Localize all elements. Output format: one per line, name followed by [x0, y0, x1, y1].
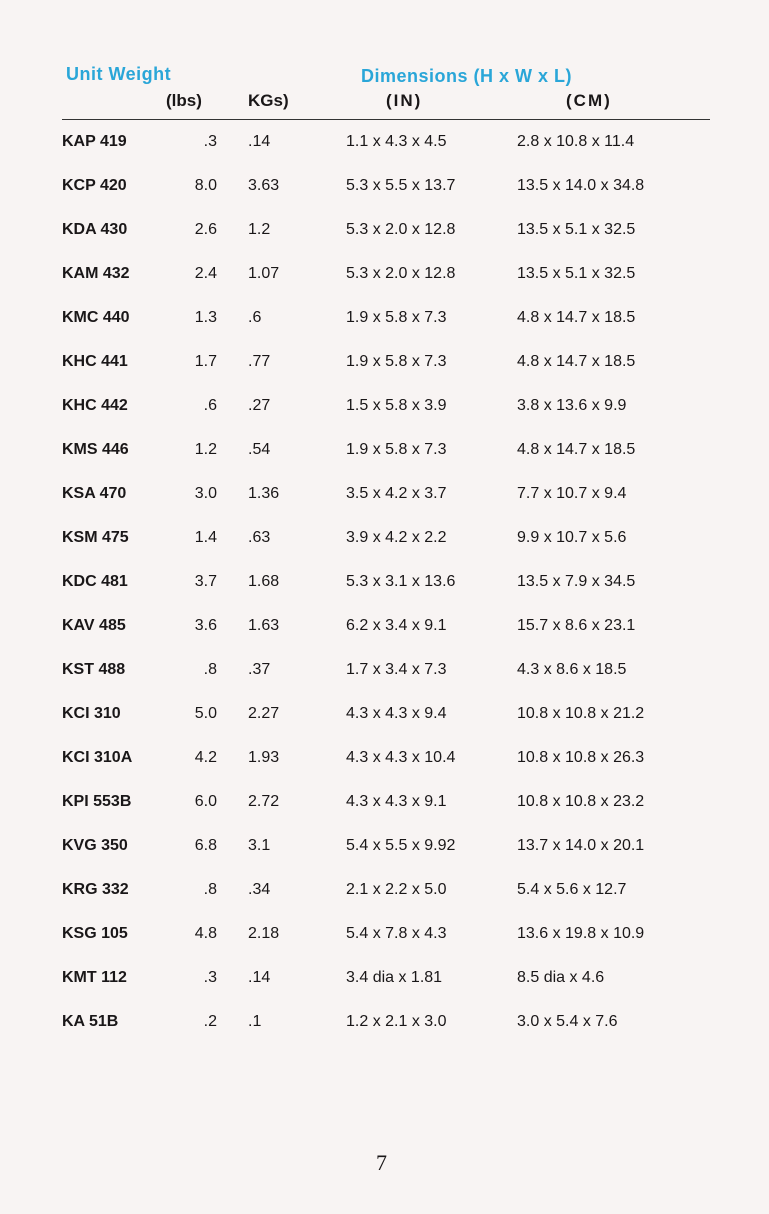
inches-cell: 5.3 x 2.0 x 12.8 [346, 221, 456, 238]
kg-cell: .14 [248, 969, 271, 986]
inches-cell: 1.9 x 5.8 x 7.3 [346, 353, 447, 370]
cm-cell: 4.8 x 14.7 x 18.5 [517, 353, 636, 370]
model-cell: KSA 470 [62, 485, 127, 502]
lbs-cell: 1.3 [194, 309, 217, 326]
table-row [0, 397, 769, 441]
cm-cell: 15.7 x 8.6 x 23.1 [517, 617, 636, 634]
kg-cell: .37 [248, 661, 271, 678]
table-row [0, 881, 769, 925]
inches-cell: 5.4 x 5.5 x 9.92 [346, 837, 456, 854]
model-cell: KCP 420 [62, 177, 127, 194]
kg-cell: .27 [248, 397, 271, 414]
lbs-cell: 4.2 [194, 749, 217, 766]
table-row [0, 221, 769, 265]
model-cell: KDC 481 [62, 573, 128, 590]
table-row [0, 969, 769, 1013]
lbs-cell: .3 [203, 969, 217, 986]
kg-cell: .63 [248, 529, 271, 546]
lbs-cell: 1.4 [194, 529, 217, 546]
inches-cell: 4.3 x 4.3 x 10.4 [346, 749, 456, 766]
inches-cell: 3.9 x 4.2 x 2.2 [346, 529, 447, 546]
table-row [0, 837, 769, 881]
cm-cell: 4.8 x 14.7 x 18.5 [517, 309, 636, 326]
table-row [0, 1013, 769, 1057]
table-row [0, 353, 769, 397]
lbs-cell: 1.2 [194, 441, 217, 458]
kg-cell: 3.1 [248, 837, 271, 854]
cm-cell: 13.5 x 14.0 x 34.8 [517, 177, 645, 194]
cm-cell: 7.7 x 10.7 x 9.4 [517, 485, 627, 502]
table-row [0, 441, 769, 485]
inches-cell: 2.1 x 2.2 x 5.0 [346, 881, 447, 898]
kg-cell: .6 [248, 309, 262, 326]
kg-cell: 3.63 [248, 177, 280, 194]
model-cell: KDA 430 [62, 221, 128, 238]
kg-cell: 2.72 [248, 793, 280, 810]
cm-cell: 9.9 x 10.7 x 5.6 [517, 529, 627, 546]
model-cell: KAM 432 [62, 265, 130, 282]
cm-cell: 10.8 x 10.8 x 26.3 [517, 749, 645, 766]
inches-cell: 6.2 x 3.4 x 9.1 [346, 617, 447, 634]
cm-cell: 3.0 x 5.4 x 7.6 [517, 1013, 618, 1030]
kg-cell: .77 [248, 353, 271, 370]
model-cell: KSM 475 [62, 529, 129, 546]
model-cell: KSG 105 [62, 925, 128, 942]
lbs-cell: .3 [203, 133, 217, 150]
table-row [0, 925, 769, 969]
spec-table [0, 133, 769, 1057]
inches-cell: 1.9 x 5.8 x 7.3 [346, 309, 447, 326]
table-row [0, 177, 769, 221]
model-cell: KPI 553B [62, 793, 132, 810]
model-cell: KRG 332 [62, 881, 129, 898]
cm-cell: 13.6 x 19.8 x 10.9 [517, 925, 645, 942]
table-row [0, 661, 769, 705]
lbs-cell: .8 [203, 661, 217, 678]
cm-cell: 3.8 x 13.6 x 9.9 [517, 397, 627, 414]
table-row [0, 573, 769, 617]
lbs-cell: 2.4 [194, 265, 217, 282]
kg-cell: 1.68 [248, 573, 280, 590]
inches-cell: 3.5 x 4.2 x 3.7 [346, 485, 447, 502]
lbs-cell: 3.6 [194, 617, 217, 634]
model-cell: KAV 485 [62, 617, 126, 634]
cm-cell: 10.8 x 10.8 x 21.2 [517, 705, 645, 722]
inches-cell: 1.2 x 2.1 x 3.0 [346, 1013, 447, 1030]
cm-cell: 13.5 x 5.1 x 32.5 [517, 265, 636, 282]
unit-weight-heading: Unit Weight [66, 64, 172, 84]
kg-cell: .14 [248, 133, 271, 150]
cm-cell: 5.4 x 5.6 x 12.7 [517, 881, 627, 898]
kg-cell: 1.2 [248, 221, 271, 238]
inches-cell: 3.4 dia x 1.81 [346, 969, 443, 986]
lbs-cell: .2 [203, 1013, 217, 1030]
inches-cell: 4.3 x 4.3 x 9.1 [346, 793, 447, 810]
model-cell: KVG 350 [62, 837, 128, 854]
inches-cell: 5.3 x 2.0 x 12.8 [346, 265, 456, 282]
lbs-cell: 3.7 [194, 573, 217, 590]
table-row [0, 133, 769, 177]
model-cell: KMC 440 [62, 309, 130, 326]
cm-cell: 13.5 x 7.9 x 34.5 [517, 573, 636, 590]
lbs-cell: 1.7 [194, 353, 217, 370]
kg-cell: 2.27 [248, 705, 280, 722]
model-cell: KA 51B [62, 1013, 119, 1030]
model-cell: KCI 310A [62, 749, 133, 766]
inches-cell: 1.7 x 3.4 x 7.3 [346, 661, 447, 678]
table-row [0, 529, 769, 573]
lbs-cell: 5.0 [194, 705, 217, 722]
kg-cell: 1.07 [248, 265, 280, 282]
table-row [0, 485, 769, 529]
kg-cell: .34 [248, 881, 271, 898]
inches-cell: 5.3 x 3.1 x 13.6 [346, 573, 456, 590]
table-row [0, 749, 769, 793]
kg-cell: 1.63 [248, 617, 280, 634]
model-cell: KST 488 [62, 661, 126, 678]
kg-cell: 1.93 [248, 749, 280, 766]
cm-column-heading: (CM) [566, 91, 612, 110]
lbs-cell: 6.8 [194, 837, 217, 854]
inches-cell: 1.1 x 4.3 x 4.5 [346, 133, 447, 150]
kgs-column-heading: KGs) [248, 91, 289, 110]
lbs-cell: 4.8 [194, 925, 217, 942]
lbs-cell: .8 [203, 881, 217, 898]
table-row [0, 309, 769, 353]
table-row [0, 705, 769, 749]
inches-column-heading: (IN) [386, 91, 423, 110]
inches-cell: 1.5 x 5.8 x 3.9 [346, 397, 447, 414]
table-row [0, 265, 769, 309]
header-divider [62, 119, 710, 120]
cm-cell: 13.5 x 5.1 x 32.5 [517, 221, 636, 238]
cm-cell: 2.8 x 10.8 x 11.4 [517, 133, 635, 150]
cm-cell: 8.5 dia x 4.6 [517, 969, 605, 986]
lbs-cell: 2.6 [194, 221, 217, 238]
lbs-cell: 3.0 [194, 485, 217, 502]
model-cell: KHC 441 [62, 353, 128, 370]
kg-cell: .1 [248, 1013, 262, 1030]
cm-cell: 10.8 x 10.8 x 23.2 [517, 793, 645, 810]
inches-cell: 5.3 x 5.5 x 13.7 [346, 177, 456, 194]
inches-cell: 5.4 x 7.8 x 4.3 [346, 925, 447, 942]
cm-cell: 13.7 x 14.0 x 20.1 [517, 837, 645, 854]
lbs-cell: 8.0 [194, 177, 217, 194]
page-number: 7 [376, 1150, 387, 1175]
cm-cell: 4.8 x 14.7 x 18.5 [517, 441, 636, 458]
table-row [0, 617, 769, 661]
model-cell: KMS 446 [62, 441, 129, 458]
model-cell: KHC 442 [62, 397, 128, 414]
inches-cell: 1.9 x 5.8 x 7.3 [346, 441, 447, 458]
inches-cell: 4.3 x 4.3 x 9.4 [346, 705, 447, 722]
model-cell: KAP 419 [62, 133, 127, 150]
kg-cell: 1.36 [248, 485, 280, 502]
kg-cell: .54 [248, 441, 271, 458]
lbs-cell: .6 [203, 397, 217, 414]
lbs-cell: 6.0 [194, 793, 217, 810]
cm-cell: 4.3 x 8.6 x 18.5 [517, 661, 627, 678]
dimensions-heading: Dimensions (H x W x L) [361, 66, 573, 86]
model-cell: KMT 112 [62, 969, 127, 986]
lbs-column-heading: (lbs) [166, 91, 202, 110]
table-row [0, 793, 769, 837]
model-cell: KCI 310 [62, 705, 121, 722]
kg-cell: 2.18 [248, 925, 280, 942]
